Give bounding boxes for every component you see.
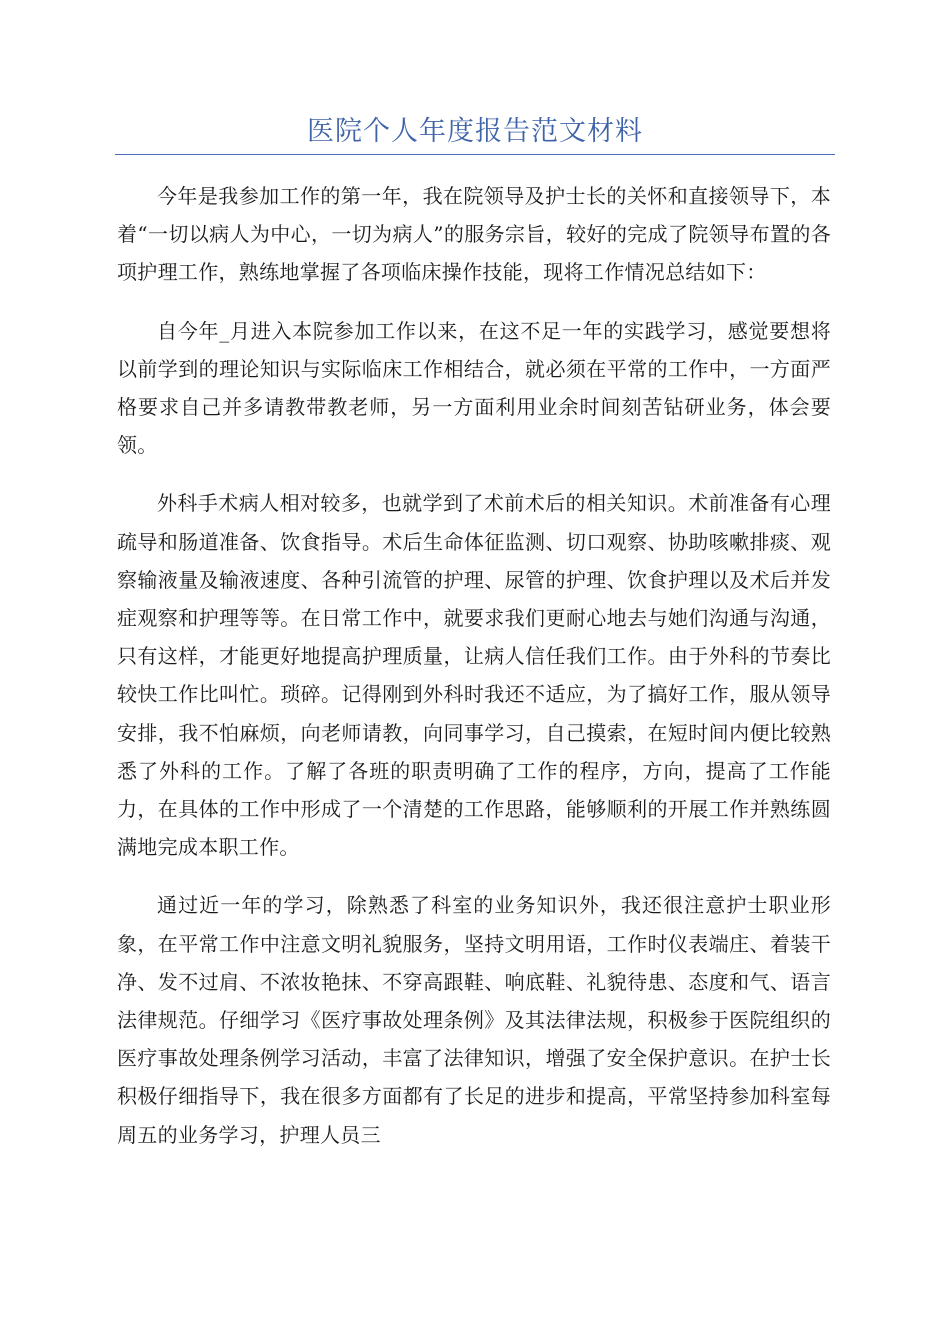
- paragraph-3: 外科手术病人相对较多，也就学到了术前术后的相关知识。术前准备有心理疏导和肠道准备、饮食指导。术后生命体征监测、切口观察、协助咳嗽排痰、观察输液量及输液速度、各种引流管的护理、尿管的护理、饮食护理以及术后并发症观察和护理等等。在日常工作中，就要求我们更耐心地去与她们沟通与沟通，只有这样，才能更好地提高护理质量，让病人信任我们工作。由于外科的节奏比较快工作比叫忙。琐碎。记得刚到外科时我还不适应，为了搞好工作，服从领导安排，我不怕麻烦，向老师请教，向同事学习，自己摸索，在短时间内便比较熟悉了外科的工作。了解了各班的职责明确了工作的程序，方向，提高了工作能力，在具体的工作中形成了一个清楚的工作思路，能够顺利的开展工作并熟练圆满地完成本职工作。: [117, 491, 831, 860]
- paragraph-2: 自今年_月进入本院参加工作以来，在这不足一年的实践学习，感觉要想将以前学到的理论知识与实际临床工作相结合，就必须在平常的工作中，一方面严格要求自己并多请教带教老师，另一方面利用业余时间刻苦钻研业务，体会要领。: [117, 318, 831, 458]
- document-title: 医院个人年度报告范文材料: [307, 116, 643, 147]
- paragraph-4: 通过近一年的学习，除熟悉了科室的业务知识外，我还很注意护士职业形象，在平常工作中注意文明礼貌服务，坚持文明用语，工作时仪表端庄、着装干净、发不过肩、不浓妆艳抹、不穿高跟鞋、响底鞋、礼貌待患、态度和气、语言法律规范。仔细学习《医疗事故处理条例》及其法律法规，积极参于医院组织的医疗事故处理条例学习活动，丰富了法律知识，增强了安全保护意识。在护士长积极仔细指导下，我在很多方面都有了长足的进步和提高，平常坚持参加科室每周五的业务学习，护理人员三: [117, 893, 831, 1147]
- paragraph-1: 今年是我参加工作的第一年，我在院领导及护士长的关怀和直接领导下，本着“一切以病人为中心，一切为病人”的服务宗旨，较好的完成了院领导布置的各项护理工作，熟练地掌握了各项临床操作技能，现将工作情况总结如下：: [117, 184, 831, 285]
- title-underline: [115, 154, 835, 155]
- document-body: [117, 177, 831, 1174]
